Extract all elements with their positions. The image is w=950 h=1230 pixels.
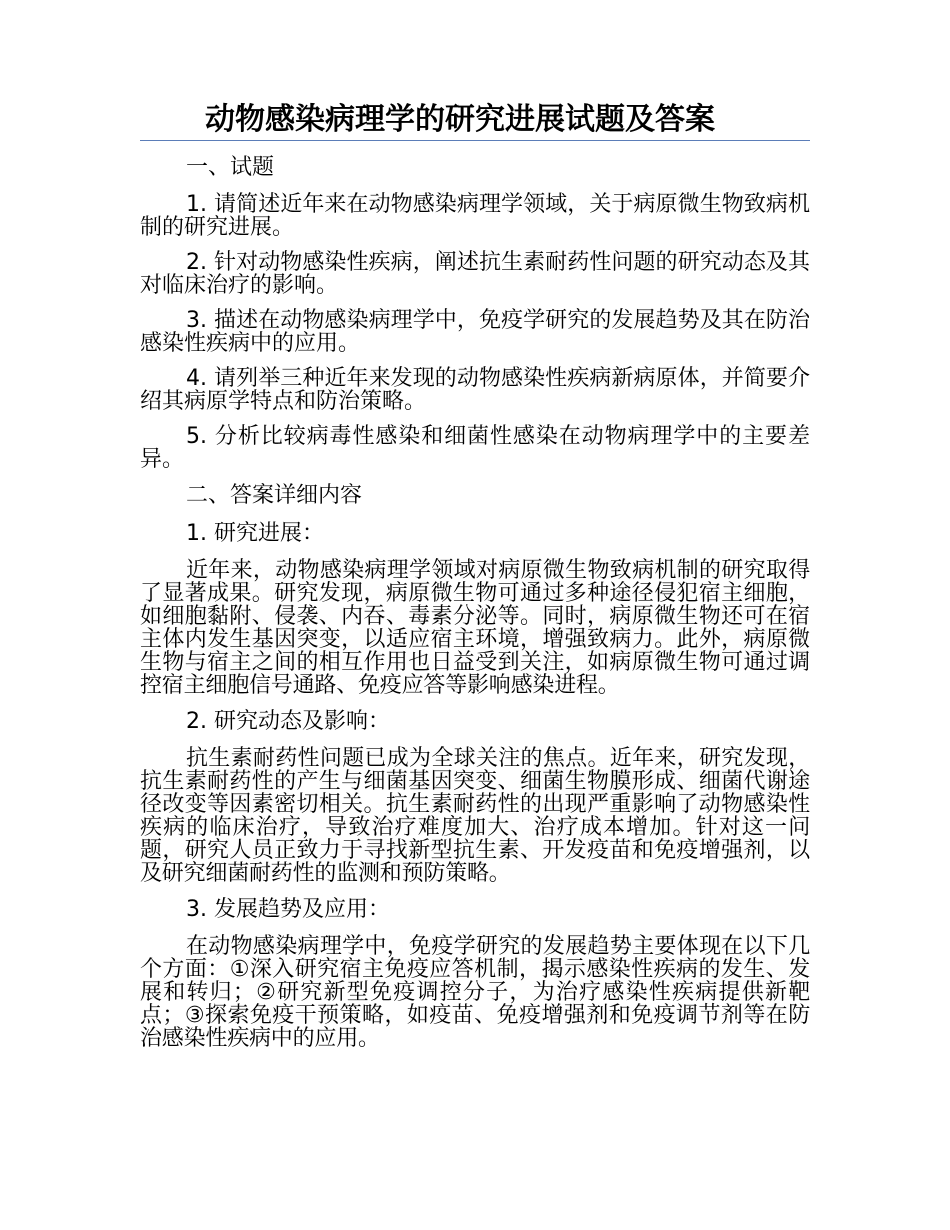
question-item: 2. 针对动物感染性疾病，阐述抗生素耐药性问题的研究动态及其对临床治疗的影响。 <box>140 250 810 298</box>
question-item: 3. 描述在动物感染病理学中，免疫学研究的发展趋势及其在防治感染性疾病中的应用。 <box>140 308 810 356</box>
question-item: 1. 请简述近年来在动物感染病理学领域，关于病原微生物致病机制的研究进展。 <box>140 192 810 240</box>
question-item: 4. 请列举三种近年来发现的动物感染性疾病新病原体，并简要介绍其病原学特点和防治策略。 <box>140 366 810 414</box>
document-title: 动物感染病理学的研究进展试题及答案 <box>205 102 715 137</box>
section-heading-answers: 二、答案详细内容 <box>186 483 363 508</box>
document-page <box>140 100 810 1062</box>
answer-body: 抗生素耐药性问题已成为全球关注的焦点。近年来，研究发现，抗生素耐药性的产生与细菌基因突变、细菌生物膜形成、细菌代谢途径改变等因素密切相关。抗生素耐药性的出现严重影响了动物感染性疾病的临床治疗，导致治疗难度加大、治疗成本增加。针对这一问题，研究人员正致力于寻找新型抗生素、开发疫苗和免疫增强剂，以及研究细菌耐药性的监测和预防策略。 <box>140 746 810 886</box>
answer-heading: 1. 研究进展： <box>186 521 324 546</box>
answer-body: 近年来，动物感染病理学领域对病原微生物致病机制的研究取得了显著成果。研究发现，病原微生物可通过多种途径侵犯宿主细胞，如细胞黏附、侵袭、内吞、毒素分泌等。同时，病原微生物还可在宿主体内发生基因突变，以适应宿主环境，增强致病力。此外，病原微生物与宿主之间的相互作用也日益受到关注，如病原微生物可通过调控宿主细胞信号通路、免疫应答等影响感染进程。 <box>140 558 810 698</box>
section-heading-questions: 一、试题 <box>186 155 275 180</box>
answer-heading: 3. 发展趋势及应用： <box>186 897 390 922</box>
title-underline <box>140 140 810 141</box>
answer-body: 在动物感染病理学中，免疫学研究的发展趋势主要体现在以下几个方面：①深入研究宿主免疫应答机制，揭示感染性疾病的发生、发展和转归；②研究新型免疫调控分子，为治疗感染性疾病提供新靶点；③探索免疫干预策略，如疫苗、免疫增强剂和免疫调节剂等在防治感染性疾病中的应用。 <box>140 934 810 1051</box>
answer-heading: 2. 研究动态及影响： <box>186 709 390 734</box>
question-item: 5. 分析比较病毒性感染和细菌性感染在动物病理学中的主要差异。 <box>140 424 810 472</box>
